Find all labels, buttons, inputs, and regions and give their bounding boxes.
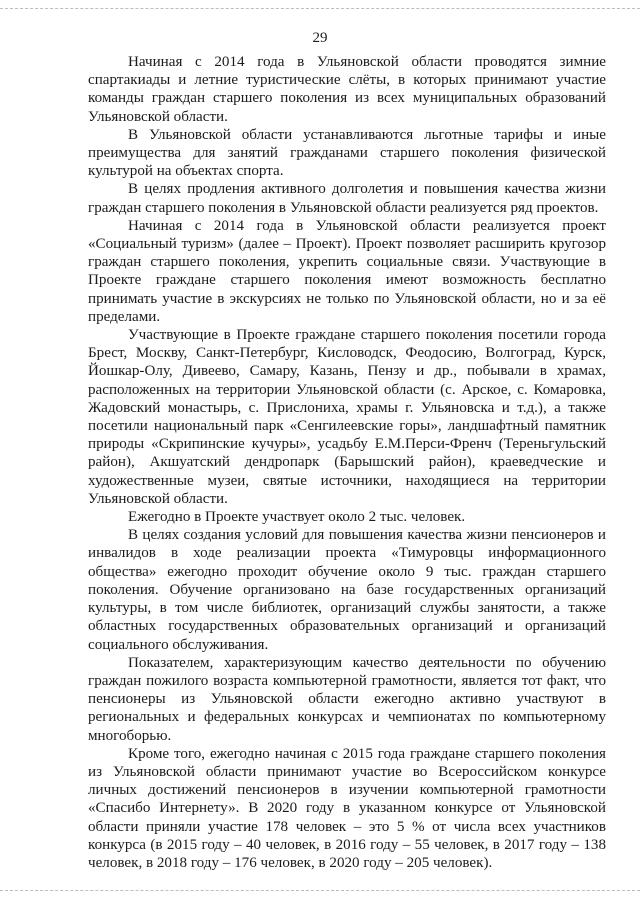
paragraph-active-longevity: В целях продления активного долголетия и повышения качества жизни граждан старшего поколения в Ульяновской области реализуется ряд проектов. (88, 181, 606, 216)
paragraph-computer-literacy: Показателем, характеризующим качество деятельности по обучению граждан пожилого возраста компьютерной грамотности, является тот факт, что пенсионеры из Ульяновской области ежегодно активно участвуют в региональных и федеральных конкурсах и чемпионатах по компьютерному многоборью. (88, 654, 606, 744)
scan-edge-top (0, 8, 640, 9)
document-body (88, 53, 606, 872)
paragraph-visited-places: Участвующие в Проекте граждане старшего поколения посетили города Брест, Москву, Санкт-Петербург, Кисловодск, Феодосию, Волгоград, Курск, Йошкар-Олу, Дивеево, Самару, Казань, Пензу и др., побывали в храмах, расположенных на территории Ульяновской области (с. Арское, с. Комаровка, Жадовский монастырь, с. Прислониха, храмы г. Ульяновска и т.д.), а также посетили национальный парк «Сенгилеевские горы», ландшафтный памятник природы «Скрипинские кучуры», усадьбу Е.М.Перси-Френч (Тереньгульский район), Акшуатский дендропарк (Барышский район), краеведческие и художественные музеи, святые источники, находящиеся на территории Ульяновской области. (88, 327, 606, 507)
paragraph-timurovtsy-project: В целях создания условий для повышения качества жизни пенсионеров и инвалидов в ходе реализации проекта «Тимуровцы информационного общества» ежегодно проходит обучение около 9 тыс. граждан старшего поколения. Обучение организовано на базе государственных организаций культуры, в том числе библиотек, организаций службы занятости, а также областных государственных образовательных организаций и организаций социального обслуживания. (88, 527, 606, 653)
paragraph-spasibo-internetu: Кроме того, ежегодно начиная с 2015 года граждане старшего поколения из Ульяновской области принимают участие во Всероссийском конкурсе личных достижений пенсионеров в изучении компьютерной грамотности «Спасибо Интернету». В 2020 году в указанном конкурсе от Ульяновской области приняли участие 178 человек – это 5 % от числа всех участников конкурса (в 2015 году – 40 человек, в 2016 году – 55 человек, в 2017 году – 138 человек, в 2018 году – 176 человек, в 2020 году – 205 человек). (88, 745, 606, 871)
paragraph-social-tourism: Начиная с 2014 года в Ульяновской области реализуется проект «Социальный туризм» (далее – Проект). Проект позволяет расширить кругозор граждан старшего поколения, укрепить социальные связи. Участвующие в Проекте граждане старшего поколения имеют возможность бесплатно принимать участие в экскурсиях не только по Ульяновской области, но и за её пределами. (88, 217, 606, 325)
paragraph-discount-tariffs: В Ульяновской области устанавливаются льготные тарифы и иные преимущества для занятий гражданами старшего поколения физической культурой на объектах спорта. (88, 126, 606, 180)
scan-edge-bottom (0, 890, 640, 891)
paragraph-sports-events: Начиная с 2014 года в Ульяновской области проводятся зимние спартакиады и летние туристические слёты, в которых принимают участие команды граждан старшего поколения из всех муниципальных образований Ульяновской области. (88, 54, 606, 125)
page-number: 29 (312, 30, 328, 46)
paragraph-annual-participants: Ежегодно в Проекте участвует около 2 тыс. человек. (128, 509, 466, 526)
